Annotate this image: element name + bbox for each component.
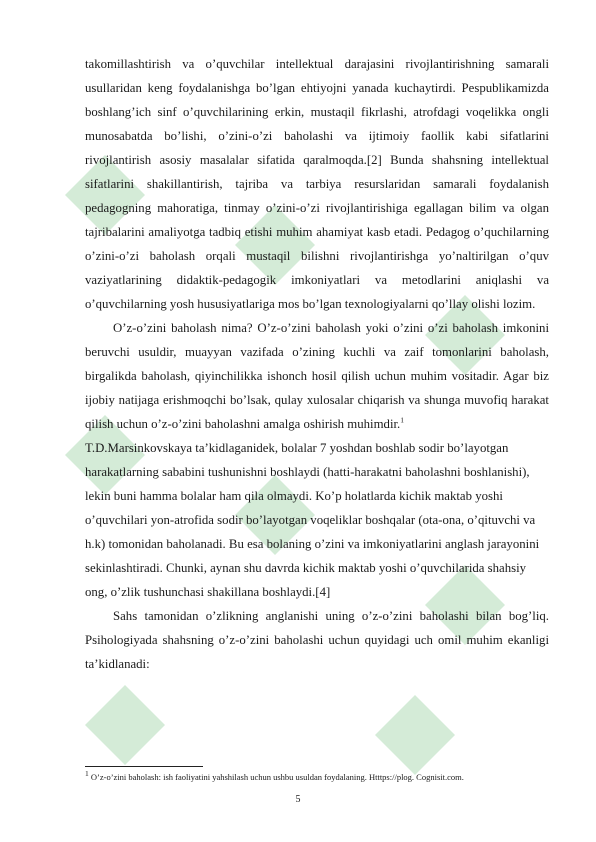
paragraph: takomillashtirish va o’quvchilar intellektual darajasini rivojlantirishning samarali usullaridan keng foydalanishga bo’lgan ehtiyojni yanada kuchaytirdi. Pespublikamizda boshlang’ich sinf o’quvchilarining erkin, mustaqil fikrlashi, atrofdagi voqelikka ongli munosabatda bo’lishi, o’zini-o’zi baholashi va ijtimoiy faollik kabi sifatlarini rivojlantirish asosiy masalalar sifatida qaralmoqda.[2] Bunda shahsning intellektual sifatlarini shakillantirish, tajriba va tarbiya resurslaridan samarali foydalanish pedagogning mahoratiga, tinmay o’zini-o’zi rivojlantirishiga egallagan bilim va olgan tajribalarini amaliyotga tadbiq etishi muhim ahamiyat kasb etadi. Pedagog o’quchilarning o’zini-o’zi baholash orqali mustaqil bilishni rivojlantirishga yo’naltirilgan o’quv vaziyatlarining didaktik-pedagogik imkoniyatlari va metodlarini aniqlashi va o’quvchilarning yosh hususiyatlariga mos bo’lgan texnologiyalarni qo’llay olishi lozim. <box>85 57 549 311</box>
page-number: 5 <box>295 794 301 805</box>
footnote-reference[interactable]: 1 <box>400 415 404 425</box>
watermark-logo <box>80 680 170 770</box>
footnote-divider <box>85 766 203 767</box>
watermark-logo <box>370 690 460 780</box>
footnote-marker: 1 <box>85 769 89 779</box>
paragraph: T.D.Marsinkovskaya ta’kidlaganidek, bolalar 7 yoshdan boshlab sodir bo’layotgan harakatlarning sababini tushunishni boshlaydi (hatti-harakatni baholashni boshlanishi), lekin buni hamma bolalar ham qila olmaydi. Ko’p holatlarda kichik maktab yoshi o’quvchilari yon-atrofida sodir bo’layotgan voqeliklar boshqalar (ota-ona, o’qituvchi va h.k) tomonidan baholanadi. Bu esa bolaning o’zini va imkoniyatlarini anglash jarayonini sekinlashtiradi. Chunki, aynan shu davrda kichik maktab yoshi o’quvchilarida shahsiy ong, o’zlik tushunchasi shakillana boshlaydi.[4] <box>85 441 540 599</box>
paragraph-text: O’z-o’zini baholash nima? O’z-o’zini baholash yoki o’zini o’zi baholash imkonini beruvchi usuldir, muayyan vazifada o’zining kuchli va zaif tomonlarini baholash, birgalikda baholash, qiyinchilikka ishonch hosil qilish uchun muhim vositadir. Agar biz ijobiy natijaga erishmoqchi bo’lsak, qulay xulosalar chiqarish va shunga muvofiq harakat qilish uchun o’z-o’zini baholashni amalga oshirish muhimdir. <box>85 321 549 431</box>
paragraph <box>85 316 549 436</box>
document-body <box>85 52 549 676</box>
footnote-text: O’z-o’zini baholash: ish faoliyatini yahshilash uchun ushbu usuldan foydalaning. Htttps://plog. Cognisit.com. <box>90 772 464 782</box>
footnote <box>85 769 555 783</box>
paragraph: Sahs tamonidan o’zlikning anglanishi uning o’z-o’zini baholashi bilan bog’liq. Psihologiyada shahsning o’z-o’zini baholashi uchun quyidagi uch omil muhim ekanligi ta’kidlanadi: <box>85 609 549 671</box>
